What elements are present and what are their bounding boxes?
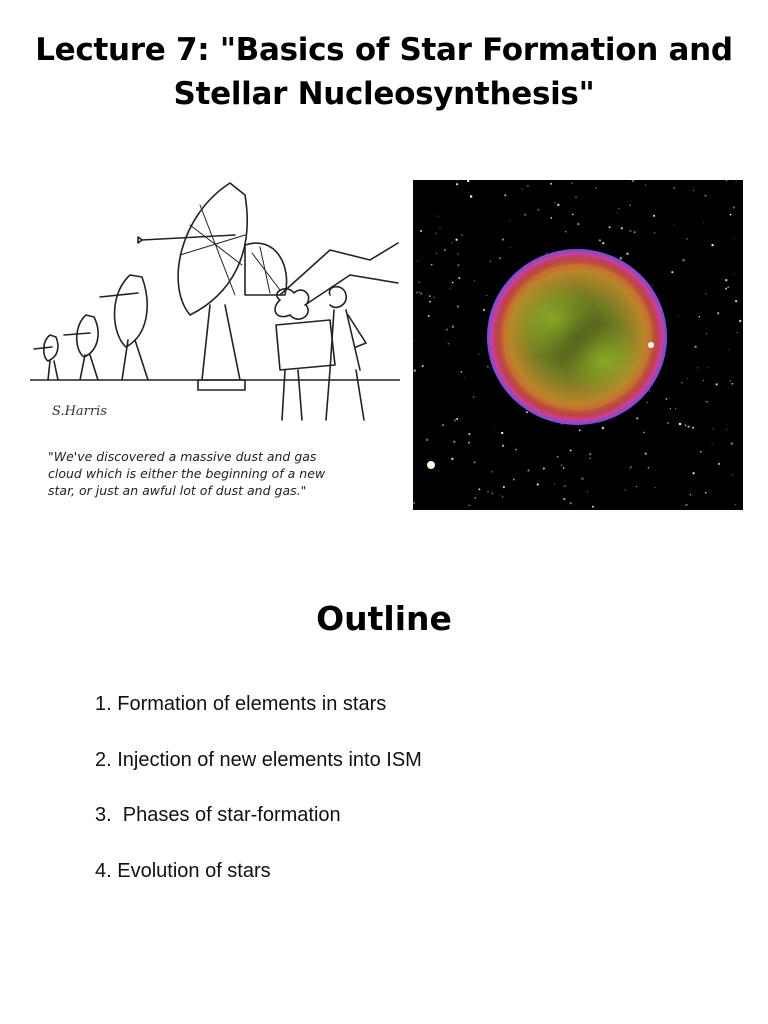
outline-item: 4. Evolution of stars [95, 859, 271, 882]
star-dot [524, 214, 526, 216]
star-dot [450, 288, 451, 289]
star-dot [515, 449, 517, 451]
star-dot [733, 206, 735, 208]
star-dot [499, 257, 501, 259]
star-dot [413, 340, 414, 342]
star-dot [453, 441, 455, 443]
star-dot [726, 429, 727, 430]
star-dot [705, 492, 706, 493]
star-dot [736, 332, 737, 333]
star-dot [563, 498, 565, 500]
star-dot [438, 470, 439, 471]
star-dot [692, 427, 694, 429]
star-dot [735, 504, 736, 505]
star-dot [727, 286, 729, 288]
star-dot [537, 483, 539, 485]
star-dot [620, 257, 622, 259]
star-dot [649, 390, 650, 391]
star-dot [468, 442, 470, 444]
star-dot [473, 396, 474, 397]
cartoon-drawing [30, 165, 400, 455]
star-dot [572, 183, 573, 184]
outline-list [95, 688, 422, 910]
star-dot [732, 474, 733, 475]
star-dot [475, 497, 476, 498]
cartoon-caption-line: cloud which is either the beginning of a new [48, 466, 326, 481]
star-dot [422, 365, 424, 367]
star-dot [694, 346, 696, 348]
star-dot [706, 401, 707, 402]
star-dot [700, 451, 701, 452]
cartoon-caption [48, 448, 400, 499]
star-dot [602, 427, 604, 429]
outline-heading: Outline [316, 599, 452, 638]
slide-title-line-1: Lecture 7: "Basics of Star Formation and [35, 32, 733, 68]
star-dot [487, 366, 489, 368]
cartoon-caption-line: star, or just an awful lot of dust and gas." [48, 483, 307, 498]
star-dot [501, 432, 503, 434]
star-dot [526, 411, 528, 413]
star-dot [501, 495, 502, 496]
outline-item: 1. Formation of elements in stars [95, 693, 387, 715]
star-dot [692, 472, 694, 474]
star-dot [599, 239, 601, 241]
star-dot [652, 285, 653, 286]
star-dot [446, 329, 448, 331]
slide-title-line-2: Stellar Nucleosynthesis" [173, 76, 595, 112]
star-dot [503, 486, 505, 488]
star-dot [636, 417, 638, 419]
star-dot [673, 187, 675, 189]
star-dot [699, 316, 701, 318]
star-dot [589, 458, 590, 459]
star-dot [438, 216, 439, 217]
star-dot [688, 426, 690, 428]
star-dot [653, 215, 655, 217]
star-dot [467, 180, 469, 182]
star-dot [645, 452, 648, 455]
star-dot [706, 333, 707, 334]
star-dot [478, 353, 479, 354]
star-dot [504, 194, 506, 196]
star-dot [436, 233, 437, 234]
star-dot [734, 238, 735, 239]
star-dot [579, 429, 581, 431]
star-dot [464, 377, 465, 378]
star-dot [712, 444, 713, 445]
star-dot [468, 505, 470, 507]
star-dot [554, 202, 555, 203]
star-dot [629, 182, 630, 183]
star-dot [429, 295, 430, 296]
star-dot [451, 242, 452, 243]
star-dot [587, 491, 588, 492]
star-dot [666, 398, 668, 400]
star-dot [595, 187, 596, 188]
star-dot [420, 293, 422, 295]
star-dot [697, 367, 698, 368]
star-dot [426, 439, 429, 442]
star-dot [617, 227, 618, 228]
star-dot [592, 506, 594, 508]
star-dot [712, 428, 713, 429]
star-dot [543, 467, 545, 469]
star-dot [621, 227, 623, 229]
star-dot [708, 367, 709, 368]
star-dot [565, 231, 567, 233]
star-dot [731, 442, 733, 444]
star-dot [690, 494, 692, 496]
star-dot [643, 432, 645, 434]
star-dot [452, 282, 454, 284]
star-dot [550, 217, 552, 219]
star-dot [729, 349, 730, 350]
star-dot [632, 180, 634, 182]
star-dot [569, 502, 571, 504]
star-dot [670, 408, 671, 409]
star-dot [726, 180, 727, 181]
star-dot [671, 271, 673, 273]
star-dot [629, 230, 631, 232]
star-dot [527, 185, 528, 186]
star-dot [457, 253, 459, 255]
star-dot [711, 244, 713, 246]
star-dot [679, 423, 681, 425]
star-dot [483, 309, 485, 311]
star-dot [581, 477, 584, 480]
star-dot [625, 489, 626, 490]
star-dot [705, 195, 707, 197]
star-dot [554, 483, 555, 484]
star-dot [490, 261, 491, 262]
star-dot [557, 456, 559, 458]
star-dot [618, 208, 620, 210]
star-dot [705, 293, 706, 294]
star-dot [626, 252, 629, 255]
star-dot [561, 464, 563, 466]
supernova-remnant-graphic [413, 180, 743, 510]
star-dot [502, 496, 504, 498]
star-dot [557, 204, 560, 207]
star-dot [685, 424, 687, 426]
star-dot [725, 279, 727, 281]
star-dot [675, 408, 676, 409]
star-dot [455, 239, 457, 241]
star-dot [575, 197, 576, 198]
star-dot [461, 235, 462, 236]
star-dot [572, 214, 574, 216]
star-dot [564, 485, 566, 487]
star-dot [439, 227, 440, 228]
star-dot [494, 429, 495, 430]
star-dot [716, 383, 718, 385]
star-dot [436, 253, 437, 254]
outline-item: 3. Phases of star-formation [95, 804, 341, 826]
star-dot [510, 509, 511, 510]
star-dot [451, 458, 453, 460]
cartoon-caption-line: "We've discovered a massive dust and gas [48, 449, 317, 464]
star-dot [442, 424, 444, 426]
star-dot [417, 260, 418, 261]
star-dot [420, 230, 422, 232]
star-dot [468, 433, 470, 435]
star-dot [634, 231, 636, 233]
star-dot [419, 292, 420, 293]
star-dot [457, 305, 459, 307]
star-dot [478, 488, 480, 490]
slide-title [0, 28, 768, 116]
star-dot [458, 277, 460, 279]
star-dot [730, 214, 732, 216]
star-dot [735, 300, 737, 302]
star-dot [667, 422, 669, 424]
star-dot [444, 249, 446, 251]
star-dot [457, 264, 459, 266]
star-dot [577, 223, 579, 225]
star-dot [703, 380, 704, 381]
star-dot [454, 419, 456, 421]
star-dot [487, 491, 488, 492]
star-dot [602, 242, 604, 244]
star-dot [509, 220, 510, 221]
star-dot [470, 195, 473, 198]
star-dot [654, 232, 655, 233]
star-dot [538, 209, 540, 211]
star-dot [461, 371, 463, 373]
star-dot [739, 320, 742, 323]
cartoon-signature: S.Harris [52, 404, 107, 419]
star-dot [456, 418, 458, 420]
star-dot [617, 212, 618, 213]
star-dot [474, 280, 475, 281]
star-dot [687, 378, 688, 379]
star-dot [434, 297, 435, 298]
star-dot [629, 204, 631, 206]
star-dot [636, 486, 637, 487]
star-dot [725, 288, 727, 290]
star-dot [736, 181, 737, 182]
star-dot [486, 295, 487, 296]
star-dot [647, 402, 648, 403]
star-dot [682, 259, 685, 262]
star-dot [570, 450, 572, 452]
star-dot [609, 226, 611, 228]
star-dot [452, 325, 455, 328]
star-dot [732, 383, 734, 385]
star-dot [673, 225, 674, 226]
star-dot [527, 469, 529, 471]
star-dot [428, 315, 430, 317]
star-dot [648, 467, 649, 468]
star-dot [655, 487, 656, 488]
star-dot [645, 184, 646, 185]
star-dot [633, 180, 634, 181]
star-dot [730, 380, 731, 381]
star-dot [686, 238, 687, 239]
star-dot [677, 316, 678, 317]
star-dot [589, 453, 591, 455]
star-dot [416, 291, 418, 293]
star-dot [718, 463, 720, 465]
star-dot [413, 502, 415, 504]
star-dot [733, 274, 734, 275]
star-dot [429, 301, 431, 303]
star-dot [491, 471, 493, 473]
star-dot [630, 466, 631, 467]
star-dot [510, 247, 511, 248]
star-dot [492, 492, 493, 493]
radio-telescope-cartoon [30, 165, 400, 515]
star-dot [418, 281, 420, 283]
star-dot [693, 190, 694, 191]
star-dot [563, 467, 565, 469]
star-dot [414, 370, 416, 372]
star-dot [681, 382, 683, 384]
supernova-remnant-image [413, 180, 743, 510]
star-dot [513, 479, 515, 481]
star-dot [502, 238, 504, 240]
outline-item: 2. Injection of new elements into ISM [95, 748, 422, 771]
star-dot [456, 183, 458, 185]
star-dot [685, 504, 687, 506]
star-dot [550, 183, 552, 185]
star-dot [448, 343, 450, 345]
star-dot [468, 192, 469, 193]
star-dot [522, 189, 523, 190]
star-dot [474, 462, 476, 464]
star-dot [717, 312, 719, 314]
star-dot [629, 468, 630, 469]
star-dot [502, 445, 504, 447]
star-dot [431, 264, 433, 266]
star-dot [703, 222, 704, 223]
